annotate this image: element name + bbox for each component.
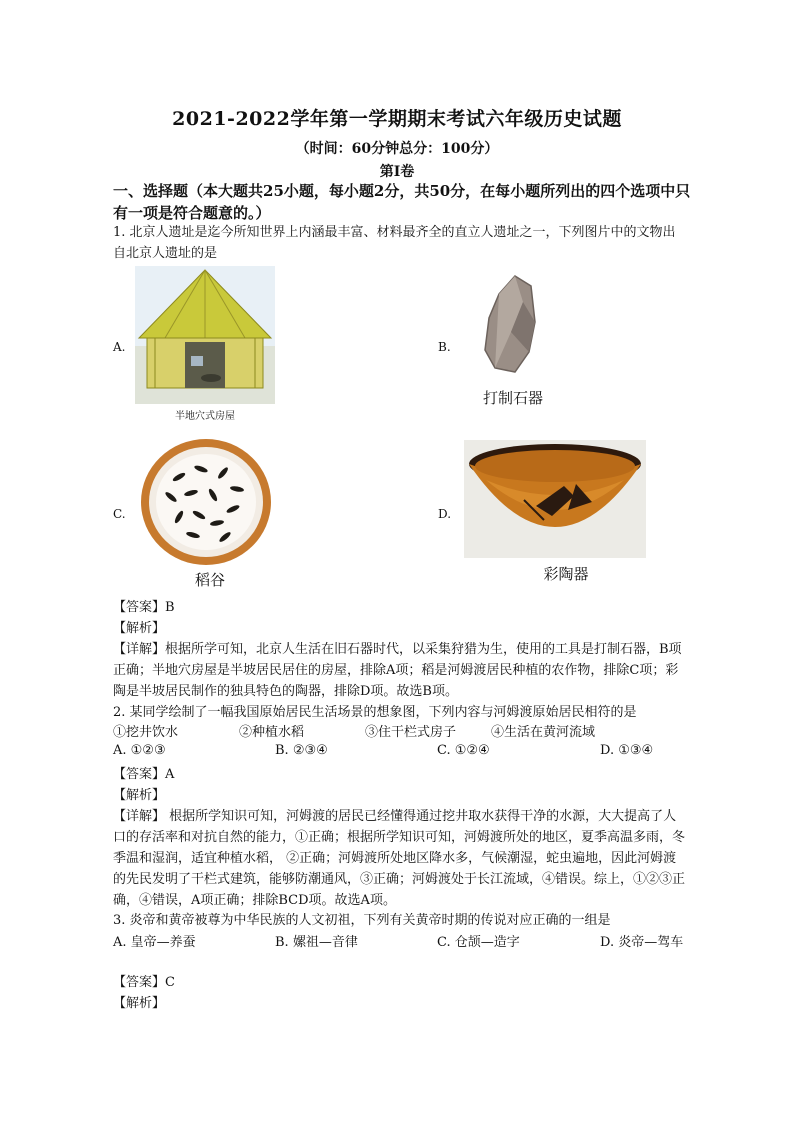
q2-analysis-heading: 【解析】 [113, 788, 166, 803]
page-title: 2021-2022学年第一学期期末考试六年级历史试题 [172, 108, 622, 130]
q2-option-b: B. ②③④ [275, 743, 328, 758]
exam-subtitle: （时间：60分钟总分：100分） [295, 141, 499, 157]
q2-item-2: ②种植水稻 [239, 725, 305, 740]
stone-tool-caption: 打制石器 [482, 389, 543, 407]
q3-options [113, 931, 693, 952]
question-3-stem: 3. 炎帝和黄帝被尊为中华民族的人文初祖，下列有关黄帝时期的传说对应正确的一组是 [113, 913, 611, 928]
q2-item-3: ③住干栏式房子 [365, 725, 457, 740]
q1-detail: 【详解】根据所学可知，北京人生活在旧石器时代，以采集狩猎为生，使用的工具是打制石器，B项正确；半地穴房屋是半坡居民居住的房屋，排除A项；稻是河姆渡居民种植的农作物，排除C项；彩陶是半坡居民制作的独具特色的陶器，排除D项。故选B项。 [113, 642, 682, 699]
rice-grain-caption: 稻谷 [194, 571, 225, 589]
q3-option-c: C. 仓颉—造字 [437, 935, 520, 950]
hut-caption: 半地穴式房屋 [175, 411, 235, 422]
q1-analysis-heading: 【解析】 [113, 621, 166, 636]
q1-option-b-label: B. [438, 340, 451, 354]
question-1-stem: 1. 北京人遗址是迄今所知世界上内涵最丰富、材料最齐全的直立人遗址之一，下列图片中的文物出自北京人遗址的是 [113, 225, 676, 261]
q2-items [113, 721, 693, 742]
q2-item-1: ①挖井饮水 [113, 725, 179, 740]
hut-image [135, 266, 275, 404]
section-heading: 一、选择题（本大题共25小题，每小题2分，共50分，在每小题所列出的四个选项中只有一项是符合题意的。） [113, 182, 691, 222]
q2-detail: 【详解】 根据所学知识可知，河姆渡的居民已经懂得通过挖井取水获得干净的水源，大大提高了人口的存活率和对抗自然的能力，①正确；根据所学知识可知，河姆渡所处的地区，夏季高温多雨，冬季温和湿润，适宜种植水稻， ②正确；河姆渡所处地区降水多，气候潮湿，蛇虫遍地，因此河姆渡的先民发明了干栏式建筑，能够防潮通风，③正确；河姆渡处于长江流域，④错误。综上，①②③正确，④错误，A项正确；排除BCD项。故选A项。 [113, 809, 686, 908]
rice-grain-image [139, 437, 273, 567]
q2-options [113, 743, 693, 764]
q3-option-b: B. 嫘祖—音律 [275, 935, 358, 950]
q3-option-a: A. 皇帝—养蚕 [113, 935, 196, 950]
painted-pottery-caption: 彩陶器 [543, 565, 589, 583]
q1-option-d-label: D. [438, 507, 452, 521]
q1-answer: 【答案】B [113, 600, 175, 615]
volume-heading: 第I卷 [379, 164, 415, 180]
painted-pottery-image [464, 440, 646, 558]
q2-option-a: A. ①②③ [113, 743, 166, 758]
q1-option-a-label: A. [113, 340, 126, 354]
q1-option-c-label: C. [113, 507, 126, 521]
question-2-stem: 2. 某同学绘制了一幅我国原始居民生活场景的想象图，下列内容与河姆渡原始居民相符的是 [113, 705, 637, 720]
q2-option-c: C. ①②④ [437, 743, 490, 758]
q2-item-4: ④生活在黄河流域 [491, 725, 596, 740]
q3-option-d: D. 炎帝—驾车 [600, 935, 684, 950]
q2-answer: 【答案】A [113, 767, 175, 782]
q3-analysis-heading: 【解析】 [113, 996, 166, 1011]
q3-answer: 【答案】C [113, 975, 175, 990]
stone-tool-image [475, 272, 545, 376]
q2-option-d: D. ①③④ [600, 743, 654, 758]
